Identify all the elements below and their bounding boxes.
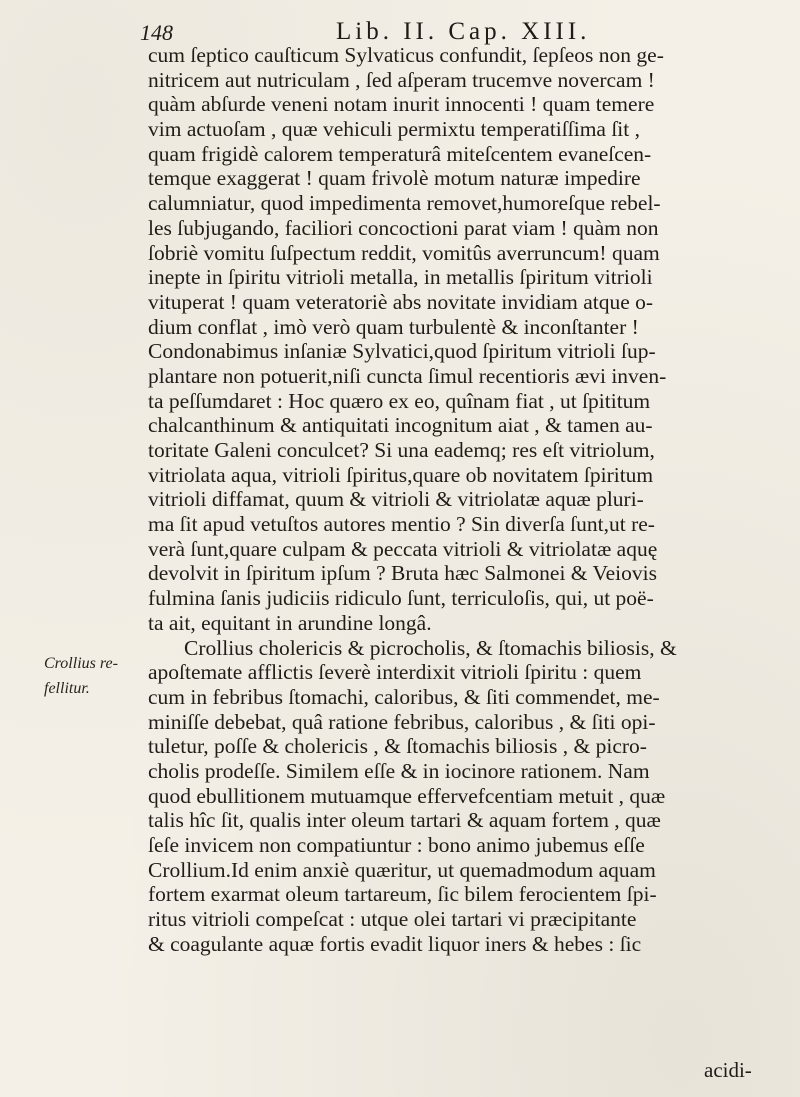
body-line: chalcanthinum & antiquitati incognitum aiat , & tamen au-	[148, 413, 653, 438]
body-line: vituperat ! quam veteratoriè abs novitate invidiam atque o-	[148, 289, 654, 314]
body-line: dium conflat , imò verò quam turbulentè & inconſtanter !	[148, 314, 639, 339]
body-line: verà ſunt,quare culpam & peccata vitrioli & vitriolatæ aquę	[148, 536, 658, 561]
body-line: & coagulante aquæ fortis evadit liquor iners & hebes : ſic	[148, 931, 642, 956]
body-line: fulmina ſanis judiciis ridiculo ſunt, terriculoſis, qui, ut poë-	[148, 586, 654, 611]
body-line: ta peſſumdaret : Hoc quæro ex eo, quînam fiat , ut ſpititum	[148, 388, 651, 413]
running-title: Lib. II. Cap. XIII.	[336, 18, 591, 45]
body-line: temque exaggerat ! quam frivolè motum naturæ impedire	[148, 166, 641, 191]
marginal-note-line: Crollius re-	[44, 655, 118, 672]
body-line: toritate Galeni conculcet? Si una eademq; res eſt vitriolum,	[148, 438, 655, 462]
body-line: fortem exarmat oleum tartareum, ſic bilem ferocientem ſpi-	[148, 882, 657, 907]
body-line: plantare non potuerit,niſi cuncta ſimul recentioris ævi inven-	[148, 363, 667, 388]
body-line: tuletur, poſſe & cholericis , & ſtomachis biliosis , & picro-	[148, 734, 647, 759]
body-line: cholis prodeſſe. Similem eſſe & in iocinore rationem. Nam	[148, 758, 650, 783]
body-line: ma ſit apud vetuſtos autores mentio ? Sin diverſa ſunt,ut re-	[148, 512, 655, 537]
body-line: quàm abſurde veneni notam inurit innocenti ! quam temere	[148, 92, 655, 117]
body-line: cum in febribus ſtomachi, caloribus, & ſiti commendet, me-	[148, 684, 660, 709]
body-line: cum ſeptico cauſticum Sylvaticus confundit, ſepſeos non ge-	[148, 43, 664, 67]
body-line: les ſubjugando, faciliori concoctioni parat viam ! quàm non	[148, 215, 659, 240]
body-line: ritus vitrioli compeſcat : utque olei tartari vi præcipitante	[148, 907, 637, 932]
body-line: vim actuoſam , quæ vehiculi permixtu temperatiſſima ſit ,	[148, 117, 641, 142]
body-line: nitricem aut nutriculam , ſed aſperam trucemve novercam !	[148, 67, 655, 92]
body-line: quod ebullitionem mutuamque effervefcentiam metuit , quæ	[148, 783, 666, 808]
body-line: miniſſe debebat, quâ ratione febribus, caloribus , & ſiti opi-	[148, 709, 656, 734]
body-line: vitrioli diffamat, quum & vitrioli & vitriolatæ aquæ pluri-	[148, 487, 644, 512]
body-line: quam frigidè calorem temperaturâ miteſcentem evaneſcen-	[148, 141, 652, 166]
body-line: devolvit in ſpiritum ipſum ? Bruta hæc Salmonei & Veiovis	[148, 561, 657, 586]
catchword: acidi-	[704, 1058, 752, 1082]
body-line: ſeſe invicem non compatiuntur : bono animo jubemus eſſe	[148, 833, 645, 857]
body-line: Condonabimus inſaniæ Sylvatici,quod ſpiritum vitrioli ſup-	[148, 339, 656, 364]
body-line: ſobriè vomitu ſuſpectum reddit, vomitûs averruncum! quam	[148, 240, 660, 265]
marginal-note-line: fellitur.	[44, 679, 90, 697]
body-line: ta ait, equitant in arundine longâ.	[148, 610, 432, 635]
marginal-note	[44, 652, 132, 701]
body-line: vitriolata aqua, vitrioli ſpiritus,quare ob novitatem ſpiritum	[148, 462, 654, 487]
body-text	[148, 43, 766, 956]
body-line: apoſtemate afflictis ſeverè interdixit vitrioli ſpiritu : quem	[148, 660, 642, 685]
body-line-paragraph-start: Crollius cholericis & picrocholis, & ſtomachis biliosis, &	[184, 635, 677, 660]
body-line: Crollium.Id enim anxiè quæritur, ut quemadmodum aquam	[148, 857, 656, 882]
body-line: inepte in ſpiritu vitrioli metalla, in metallis ſpiritum vitrioli	[148, 265, 653, 290]
body-line: talis hîc ſit, qualis inter oleum tartari & aquam fortem , quæ	[148, 808, 661, 833]
body-line: calumniatur, quod impedimenta removet,humoreſque rebel-	[148, 191, 661, 216]
page-number: 148	[140, 20, 173, 45]
